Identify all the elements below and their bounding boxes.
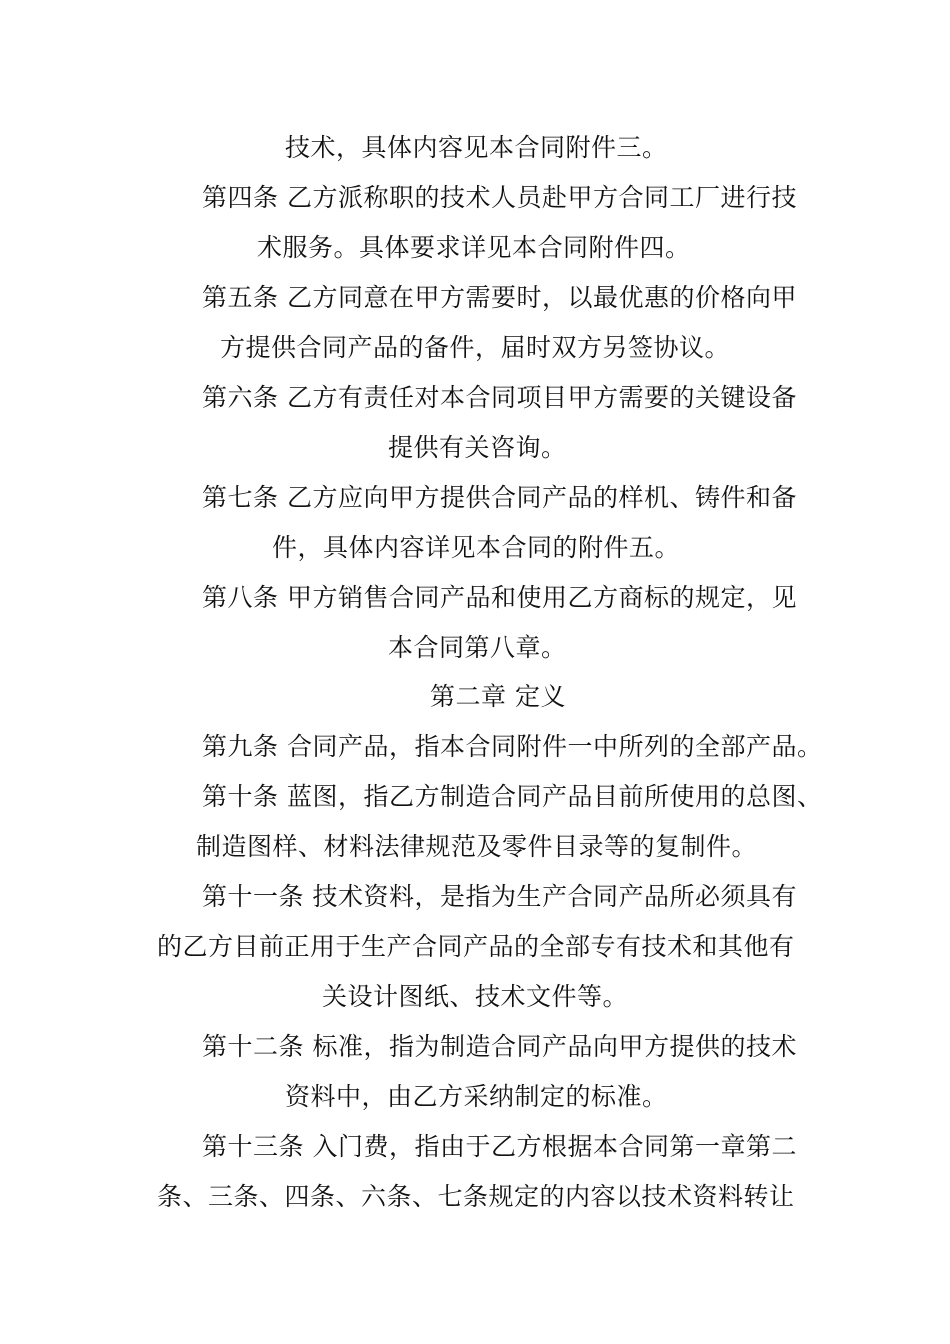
text-line: 条、三条、四条、六条、七条规定的内容以技术资料转让: [157, 1182, 795, 1211]
text-line: 本合同第八章。: [388, 633, 567, 662]
text-line: 第六条 乙方有责任对本合同项目甲方需要的关键设备: [202, 383, 797, 412]
chapter-heading: 第二章 定义: [430, 682, 566, 711]
text-line: 第四条 乙方派称职的技术人员赴甲方合同工厂进行技: [202, 183, 797, 212]
text-line: 第十一条 技术资料，是指为生产合同产品所必须具有: [202, 882, 797, 911]
text-line: 第五条 乙方同意在甲方需要时，以最优惠的价格向甲: [202, 283, 797, 312]
text-line: 第九条 合同产品，指本合同附件一中所列的全部产品。: [202, 732, 823, 761]
text-line: 术服务。具体要求详见本合同附件四。: [257, 233, 691, 262]
text-line: 件，具体内容详见本合同的附件五。: [272, 533, 681, 562]
text-line: 第八条 甲方销售合同产品和使用乙方商标的规定，见: [202, 583, 797, 612]
text-line: 第十三条 入门费，指由于乙方根据本合同第一章第二: [202, 1132, 797, 1161]
text-line: 资料中，由乙方采纳制定的标准。: [285, 1082, 668, 1111]
text-line: 提供有关咨询。: [388, 433, 567, 462]
text-line: 第七条 乙方应向甲方提供合同产品的样机、铸件和备: [202, 483, 797, 512]
text-line: 第十条 蓝图，指乙方制造合同产品目前所使用的总图、: [202, 782, 823, 811]
text-line: 方提供合同产品的备件，届时双方另签协议。: [220, 333, 731, 362]
text-line: 制造图样、材料法律规范及零件目录等的复制件。: [196, 832, 758, 861]
text-line: 第十二条 标准，指为制造合同产品向甲方提供的技术: [202, 1032, 797, 1061]
text-line: 关设计图纸、技术文件等。: [322, 982, 629, 1011]
text-line: 的乙方目前正用于生产合同产品的全部专有技术和其他有: [157, 932, 795, 961]
text-line: 技术，具体内容见本合同附件三。: [285, 133, 668, 162]
